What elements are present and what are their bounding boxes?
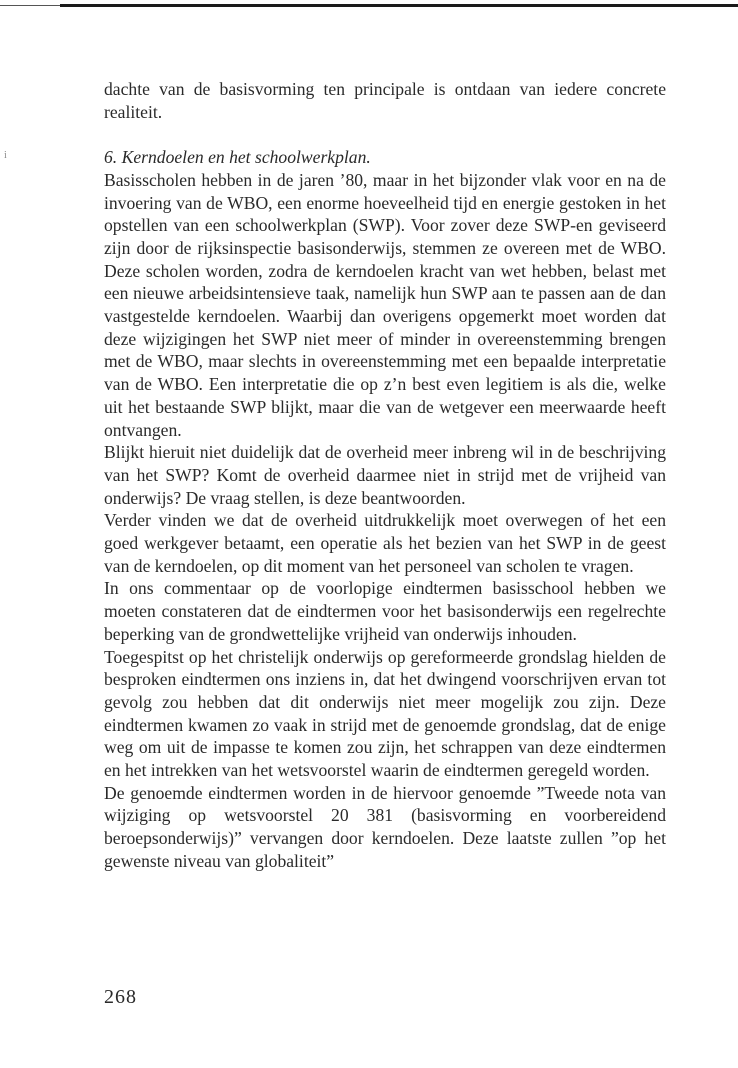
body-text — [104, 78, 666, 873]
paragraph-4: In ons commentaar op de voorlopige eindtermen basisschool hebben we moeten constateren dat de eindtermen voor het basisonderwijs een regelrechte beperking van de grondwettelijke vrijheid van onderwijs inhouden. — [104, 578, 666, 644]
paragraph-1: Basisscholen hebben in de jaren ’80, maar in het bijzonder vlak voor en na de invoering van de WBO, een enorme hoeveelheid tijd en energie gestoken in het opstellen van een schoolwerkplan (SWP). Voor zover deze SWP-en geviseerd zijn door de rijksinspectie basisonderwijs, stemmen ze overeen met de WBO. Deze scholen worden, zodra de kerndoelen kracht van wet hebben, belast met een nieuwe arbeidsintensieve taak, namelijk hun SWP aan te passen aan de dan vastgestelde kerndoelen. Waarbij dan overigens opgemerkt moet worden dat deze wijzigingen het SWP niet meer of minder in overeenstemming brengen met de WBO, maar slechts in overeenstemming met een bepaalde interpretatie van de WBO. Een interpretatie die op z’n best even legitiem is als die, welke uit het bestaande SWP blijkt, maar die van de wetgever een meerwaarde heeft ontvangen. — [104, 169, 666, 440]
paragraph-intro: dachte van de basisvorming ten principale is ontdaan van iedere concrete realiteit. — [104, 79, 666, 122]
paragraph-3: Verder vinden we dat de overheid uitdrukkelijk moet overwegen of het een goed werkgever betaamt, een operatie als het bezien van het SWP in de geest van de kerndoelen, op dit moment van het personeel van scholen te vragen. — [104, 510, 666, 576]
page-number: 268 — [104, 986, 137, 1008]
top-rule — [60, 4, 738, 7]
top-rule-left — [0, 5, 60, 6]
margin-mark: i — [4, 150, 7, 161]
section-heading: 6. Kerndoelen en het schoolwerkplan. — [104, 147, 371, 168]
paragraph-6: De genoemde eindtermen worden in de hiervoor genoemde ”Tweede nota van wijziging op wetsvoorstel 20 381 (basisvorming en voorbereidend beroepsonderwijs)” vervangen door kerndoelen. Deze laatste zullen ”op het gewenste niveau van globaliteit” — [104, 782, 666, 871]
paragraph-2: Blijkt hieruit niet duidelijk dat de overheid meer inbreng wil in de beschrijving van het SWP? Komt de overheid daarmee niet in strijd met de vrijheid van onderwijs? De vraag stellen, is deze beantwoorden. — [104, 442, 666, 508]
paragraph-5: Toegespitst op het christelijk onderwijs op gereformeerde grondslag hielden de besproken eindtermen ons inziens in, dat het dwingend voorschrijven ervan tot gevolg zou hebben dat dit onderwijs niet meer mogelijk zou zijn. Deze eindtermen kwamen zo vaak in strijd met de genoemde grondslag, dat de enige weg om uit de impasse te komen zou zijn, het schrappen van deze eindtermen en het intrekken van het wetsvoorstel waarin de eindtermen geregeld worden. — [104, 646, 666, 781]
